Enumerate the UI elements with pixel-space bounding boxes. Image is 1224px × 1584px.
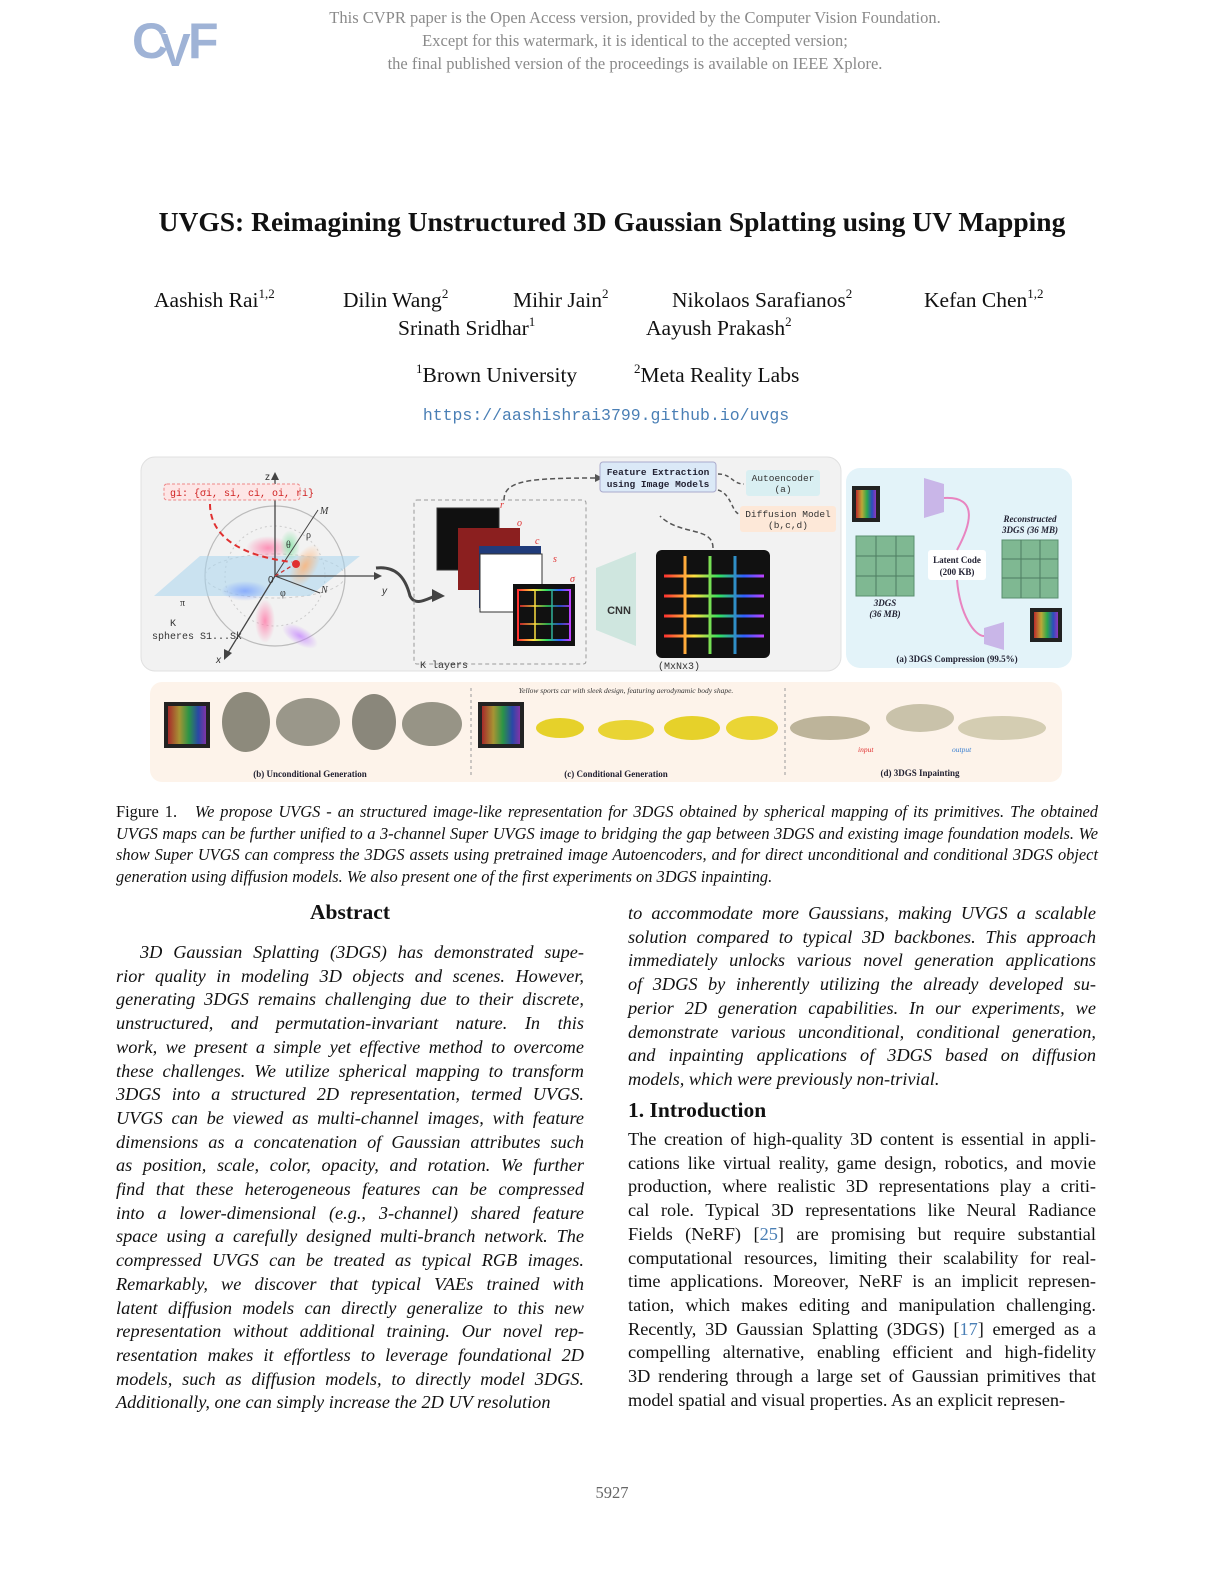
layer-label: r xyxy=(500,500,504,511)
author: Aayush Prakash$^2$ xyxy=(646,314,792,340)
axis-y-label: y xyxy=(382,586,387,597)
uncond-caption: (b) Unconditional Generation xyxy=(253,769,367,779)
mxn-label: (MxNx3) xyxy=(658,662,701,673)
prompt-text: Yellow sports car with sleek design, featuring aerodynamic body shape. xyxy=(518,686,734,695)
text-line: tation, which makes editing and manipulation challenging. xyxy=(628,1294,1096,1315)
rho-label: ρ xyxy=(306,530,311,541)
paper-title: UVGS: Reimagining Unstructured 3D Gaussian Splatting using UV Mapping xyxy=(158,206,1066,237)
page-number: 5927 xyxy=(595,1483,629,1502)
input-label: input xyxy=(858,745,874,754)
text-line: perior 2D generation capabilities. In our experiments, we xyxy=(628,997,1096,1018)
reconstructed-size-label: 3DGS (36 MB) xyxy=(1001,525,1059,535)
author: Aashish Rai$^{1,2}$ xyxy=(154,286,275,312)
text-line: representation without additional training. Our novel rep- xyxy=(116,1321,584,1342)
text-line: demonstrate various unconditional, conditional generation, xyxy=(628,1021,1096,1042)
svg-text:V: V xyxy=(160,24,191,70)
watermark-line: the final published version of the proceedings is available on IEEE Xplore. xyxy=(387,54,883,73)
text-line: as position, scale, color, opacity, and rotation. We further xyxy=(116,1155,584,1176)
latent-code-label: Latent Code xyxy=(933,555,981,565)
k-layers-label: K layers xyxy=(420,661,469,672)
text-line: into a lower-dimensional (e.g., 3-channel) shared feature xyxy=(116,1202,584,1223)
author: Kefan Chen$^{1,2}$ xyxy=(924,286,1044,312)
cvf-logo xyxy=(130,8,222,70)
abstract-heading: Abstract xyxy=(309,900,390,924)
origin-label: 0 xyxy=(268,575,274,586)
text-line: rior quality in modeling 3D objects and scenes. However, xyxy=(116,965,584,986)
figure-caption xyxy=(116,801,1098,887)
gs3d-size-label: (36 MB) xyxy=(869,609,901,619)
svg-text:F: F xyxy=(188,13,219,69)
svg-text:C: C xyxy=(132,13,169,69)
axis-m-label: M xyxy=(320,506,329,517)
author: Nikolaos Sarafianos$^2$ xyxy=(672,286,853,312)
latent-size-label: (200 KB) xyxy=(939,567,975,577)
text-line: models, which were previously non-trivial. xyxy=(628,1068,940,1089)
axis-x-label: x xyxy=(216,655,221,666)
text-line: time applications. Moreover, NeRF is an implicit represen- xyxy=(628,1271,1096,1292)
text-line: resentation makes it effortless to leverage foundational 2D xyxy=(116,1344,584,1365)
text-line: latent diffusion models can directly generalize to this new xyxy=(116,1297,584,1318)
text-line: work, we present a simple yet effective method to overcome xyxy=(116,1036,584,1057)
inpaint-caption: (d) 3DGS Inpainting xyxy=(880,768,960,778)
author: Mihir Jain$^2$ xyxy=(513,286,609,312)
output-label: output xyxy=(952,745,972,754)
caption-text: We propose UVGS - an structured image-like representation for 3DGS obtained by spherical mapping of its primitives. The obtained UVGS maps can be further unified to a 3-channel Super UVGS image to bridging the gap between 3DGS and existing image foundation models. We show Super UVGS can compress the 3DGS assets using pretrained image Autoencoders, and for direct unconditional and conditional 3DGS object generation using diffusion models. We also present one of the first experiments on 3DGS inpainting. xyxy=(116,802,1099,886)
text-line: Additionally, one can simply increase the 2D UV resolution xyxy=(116,1392,551,1413)
watermark-line: Except for this watermark, it is identical to the accepted version; xyxy=(422,31,848,50)
text-line: UVGS can be viewed as multi-channel images, with feature xyxy=(116,1107,584,1128)
author: Dilin Wang$^2$ xyxy=(343,286,449,312)
text-line: The creation of high-quality 3D content is essential in appli- xyxy=(628,1129,1096,1149)
watermark-line: This CVPR paper is the Open Access version, provided by the Computer Vision Foundation. xyxy=(329,8,941,27)
phi-label: φ xyxy=(280,588,286,599)
text-line: of 3DGS by inherently utilizing the already developed su- xyxy=(628,974,1096,995)
text-line: dimensions as a concatenation of Gaussian attributes such xyxy=(116,1131,584,1152)
text-line: computational resources, limiting their scalability for real- xyxy=(628,1247,1096,1268)
abstract-body xyxy=(116,941,584,1415)
image-models-label: using Image Models xyxy=(606,479,710,490)
text-line: these challenges. We utilize spherical mapping to transform xyxy=(116,1060,584,1081)
text-line: models, such as diffusion models, to directly model 3DGS. xyxy=(116,1368,584,1389)
layer-label: o xyxy=(517,518,522,529)
text-line: compelling alternative, enabling efficient and high-fidelity xyxy=(628,1342,1096,1363)
feature-extraction-label: Feature Extraction xyxy=(606,467,710,478)
text-line: 3DGS into a structured 2D representation, termed UVGS. xyxy=(116,1084,584,1105)
layer-label: c xyxy=(535,536,540,547)
axis-n-label: N xyxy=(321,585,328,596)
text-line: cations like virtual reality, game design, robotics, and movie xyxy=(628,1152,1096,1173)
gi-label: gi: {σi, si, ci, oi, ri} xyxy=(170,489,315,500)
text-line: Fields (NeRF) [25] are promising but require substantial xyxy=(628,1223,1097,1244)
text-line: production, where realistic 3D representations play a criti- xyxy=(628,1176,1096,1197)
author: Srinath Sridhar$^1$ xyxy=(398,314,536,340)
pi-label: π xyxy=(180,598,186,609)
layer-label: σ xyxy=(570,574,575,585)
text-line: immediately unlocks various novel generation applications xyxy=(628,950,1096,971)
text-line: and inpainting applications of 3DGS based on diffusion xyxy=(628,1045,1096,1066)
compression-caption: (a) 3DGS Compression (99.5%) xyxy=(896,654,1018,664)
caption-label: Figure 1. xyxy=(116,802,178,821)
text-line: 3D rendering through a large set of Gaussian primitives that xyxy=(628,1366,1096,1387)
text-line: find that these heterogeneous features can be compressed xyxy=(116,1179,584,1200)
text-line: model spatial and visual properties. As an explicit represen- xyxy=(628,1389,1066,1410)
axis-z-label: z xyxy=(265,472,270,483)
diffusion-label: Diffusion Model xyxy=(745,509,831,520)
text-line: 3D Gaussian Splatting (3DGS) has demonstrated supe- xyxy=(140,942,584,962)
affiliation: $^1$Brown University xyxy=(416,361,578,387)
spheres-label: spheres S1...Sk xyxy=(152,632,243,643)
text-line: to accommodate more Gaussians, making UVGS a scalable xyxy=(628,903,1096,923)
text-line: Recently, 3D Gaussian Splatting (3DGS) [17] emerged as a xyxy=(628,1318,1096,1339)
text-line: compressed UVGS can be treated as typical RGB images. xyxy=(116,1250,584,1271)
text-line: Remarkably, we discover that typical VAEs trained with xyxy=(116,1273,584,1294)
text-line: unstructured, and permutation-invariant nature. In this xyxy=(116,1013,584,1034)
text-line: space using a carefully designed multi-branch network. The xyxy=(116,1226,584,1247)
text-line: cal role. Typical 3D representations like Neural Radiance xyxy=(628,1200,1096,1221)
intro-heading: 1. Introduction xyxy=(628,1098,767,1122)
affiliation: $^2$Meta Reality Labs xyxy=(634,361,800,387)
watermark xyxy=(220,6,1050,75)
figure-1 xyxy=(140,456,1075,786)
theta-label: θ xyxy=(286,540,291,551)
intro-body xyxy=(628,1128,1096,1412)
cnn-block xyxy=(596,552,636,646)
reconstructed-label: Reconstructed xyxy=(1003,514,1057,524)
spheres-k-label: K xyxy=(170,619,177,630)
cnn-label: CNN xyxy=(607,605,631,617)
diffusion-sub-label: (b,c,d) xyxy=(768,520,808,531)
text-line: solution compared to typical 3D backbones. This approach xyxy=(628,926,1096,947)
text-line: generating 3DGS remains challenging due to their discrete, xyxy=(116,989,584,1010)
layer-label: s xyxy=(553,554,557,565)
super-uvgs-image xyxy=(656,550,770,658)
cond-caption: (c) Conditional Generation xyxy=(564,769,668,779)
abstract-continuation xyxy=(628,902,1096,1092)
citation-link[interactable]: 25 xyxy=(759,1223,778,1244)
citation-link[interactable]: 17 xyxy=(959,1318,978,1339)
autoencoder-sub-label: (a) xyxy=(774,484,792,495)
autoencoder-label: Autoencoder xyxy=(751,473,815,484)
project-url-link[interactable]: https://aashishrai3799.github.io/uvgs xyxy=(422,406,790,425)
gs3d-label: 3DGS xyxy=(873,598,897,608)
